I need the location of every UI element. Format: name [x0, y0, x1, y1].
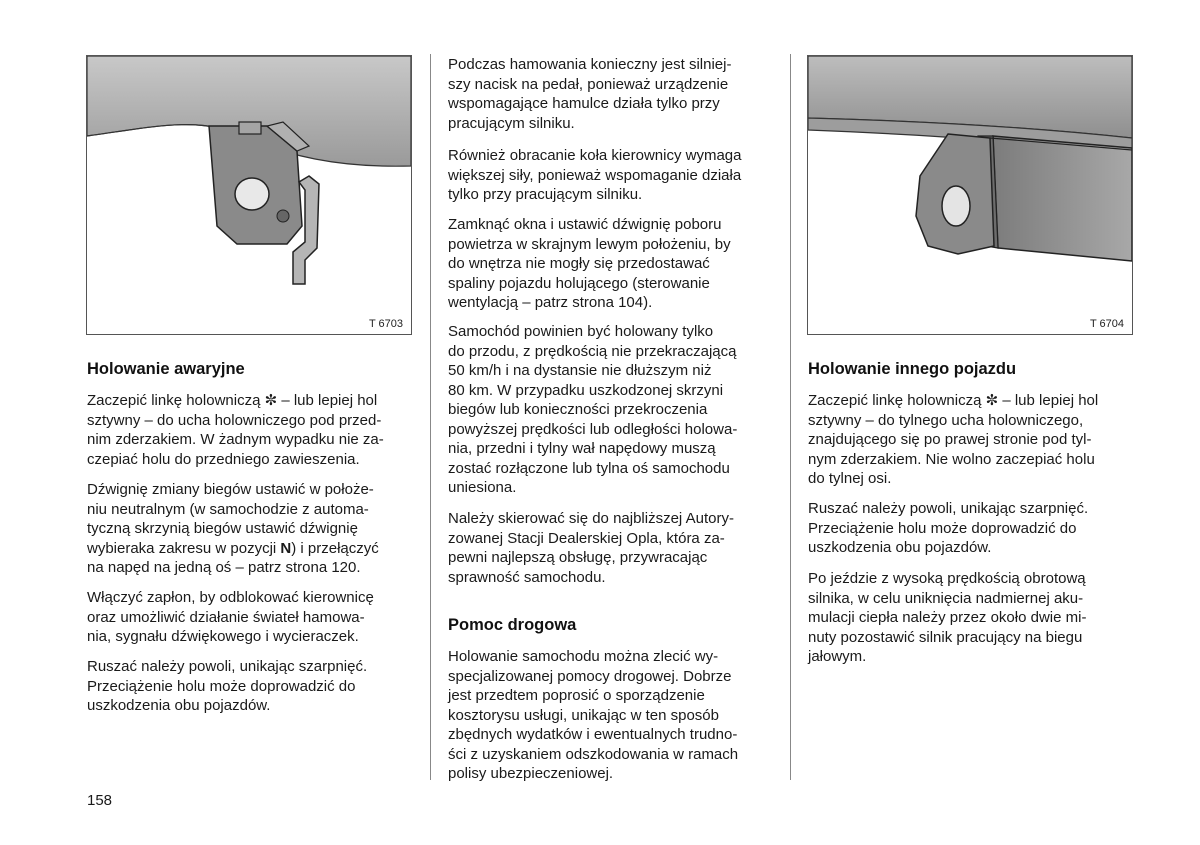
paragraph: Zaczepić linkę holowniczą ✼ – lub lepiej hol sztywny – do ucha holowniczego pod przed- nim zderzakiem. W żadnym wypadku nie za- czepiać holu do przedniego zawieszenia. — [87, 392, 384, 468]
column-divider — [430, 54, 431, 780]
section-heading: Pomoc drogowa — [448, 616, 577, 634]
figure-rear-towing-eye — [807, 55, 1133, 335]
paragraph: Po jeździe z wysoką prędkością obrotową silnika, w celu uniknięcia nadmiernej aku- mulacji ciepła należy przez około dwie mi- nuty pozostawić silnik pracujący na biegu jałowym. — [808, 570, 1087, 665]
figure-label: T 6703 — [368, 318, 403, 330]
page-number: 158 — [87, 792, 113, 809]
paragraph: Włączyć zapłon, by odblokować kierownicę oraz umożliwić działanie świateł hamowa- nia, sygnału dźwiękowego i wycieraczek. — [87, 589, 374, 645]
column-divider — [790, 54, 791, 780]
front-towing-eye-illustration — [87, 56, 411, 334]
paragraph: Samochód powinien być holowany tylko do przodu, z prędkością nie przekraczającą 50 km/h i na dystansie nie dłuższym niż 80 km. W przypadku uszkodzonej skrzyni biegów lub konieczności przekroczenia powyższej prędkości lub odległości holowa- nia, przedni i tylny wał napędowy muszą zostać rozłączone lub tylna oś samochodu uniesiona. — [448, 323, 738, 496]
paragraph: Zaczepić linkę holowniczą ✼ – lub lepiej hol sztywny – do tylnego ucha holowniczego, znajdującego się po prawej stronie pod tyl- nym zderzakiem. Nie wolno zaczepiać holu do tylnej osi. — [808, 392, 1099, 487]
rear-towing-eye-illustration — [808, 56, 1132, 334]
figure-front-towing-eye — [86, 55, 412, 335]
paragraph: Ruszać należy powoli, unikając szarpnięć. Przeciążenie holu może doprowadzić do uszkodzenia obu pojazdów. — [808, 500, 1089, 556]
paragraph: Dźwignię zmiany biegów ustawić w położe- niu neutralnym (w samochodzie z automa- tyczną skrzynią biegów ustawić dźwignię wybieraka zakresu w pozycji N) i przełączyć na napęd na jedną oś – patrz strona 120. — [87, 481, 379, 576]
paragraph: Podczas hamowania konieczny jest silniej- szy nacisk na pedał, ponieważ urządzenie wspomagające hamulce działa tylko przy pracującym silniku. — [448, 56, 732, 132]
paragraph: Zamknąć okna i ustawić dźwignię poboru powietrza w skrajnym lewym położeniu, by do wnętrza nie mogły się przedostawać spaliny pojazdu holującego (sterowanie wentylacją – patrz strona 104). — [448, 216, 731, 311]
section-heading: Holowanie innego pojazdu — [808, 360, 1017, 378]
paragraph: Należy skierować się do najbliższej Autory- zowanej Stacji Dealerskiej Opla, która za- pewni najlepszą obsługę, przywracając sprawność samochodu. — [448, 510, 734, 586]
section-heading: Holowanie awaryjne — [87, 360, 245, 378]
paragraph: Holowanie samochodu można zlecić wy- specjalizowanej pomocy drogowej. Dobrze jest przedtem poprosić o sporządzenie kosztorysu usługi, unikając w ten sposób zbędnych wydatków i ewentualnych trudno- ści z uzyskaniem odszkodowania w ramach polisy ubezpieczeniowej. — [448, 648, 739, 782]
paragraph: Również obracanie koła kierownicy wymaga większej siły, ponieważ wspomaganie działa tylko przy pracującym silniku. — [448, 147, 742, 203]
figure-label: T 6704 — [1089, 318, 1124, 330]
paragraph: Ruszać należy powoli, unikając szarpnięć. Przeciążenie holu może doprowadzić do uszkodzenia obu pojazdów. — [87, 658, 368, 714]
